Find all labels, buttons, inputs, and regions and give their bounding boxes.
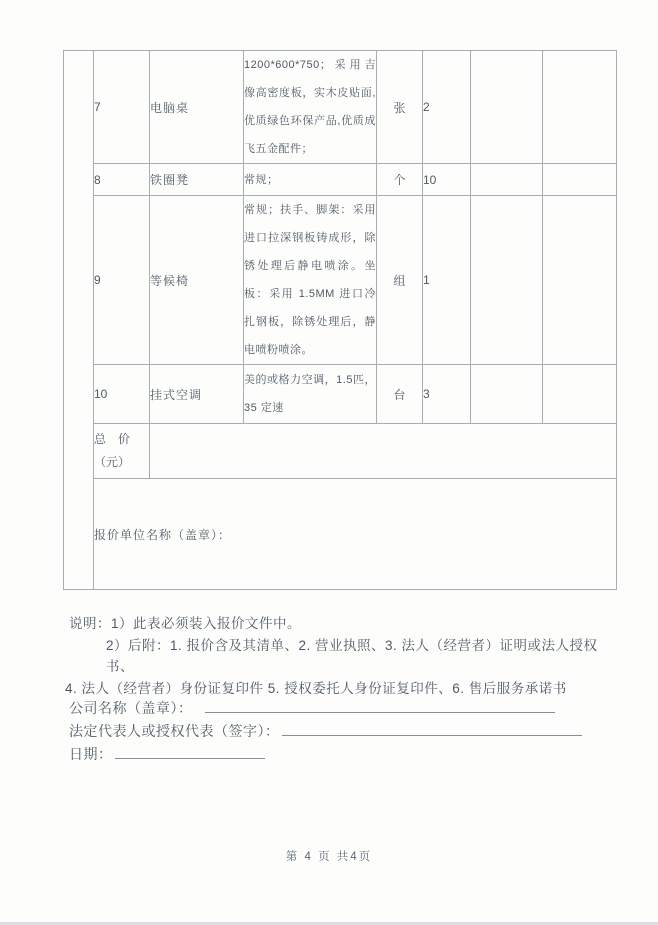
item-spec-cell xyxy=(244,196,377,365)
item-name-cell: 挂式空调 xyxy=(150,365,244,424)
date-signature-row xyxy=(69,744,582,767)
table-row-item-10 xyxy=(64,365,617,424)
item-spec-cell xyxy=(244,51,377,164)
item-no-cell: 10 xyxy=(94,365,150,424)
item-amount-cell xyxy=(543,51,617,164)
item-unit-price-cell xyxy=(471,51,543,164)
company-name-underline xyxy=(205,700,555,713)
table-row-item-7 xyxy=(64,51,617,164)
item-unit-cell: 台 xyxy=(377,365,423,424)
item-spec-cell xyxy=(244,164,377,196)
item-unit-price-cell xyxy=(471,365,543,424)
item-spec-text: 常规； xyxy=(244,173,279,186)
table-row-item-9 xyxy=(64,196,617,365)
company-name-signature-row xyxy=(69,698,582,721)
item-name-cell: 电脑桌 xyxy=(150,51,244,164)
item-no-cell: 7 xyxy=(94,51,150,164)
note-line-2: 2）后附：1. 报价含及其清单、2. 营业执照、3. 法人（经营者）证明或法人授权书、 xyxy=(106,637,598,674)
item-unit-cell: 张 xyxy=(377,51,423,164)
item-amount-cell xyxy=(543,365,617,424)
item-qty-cell: 10 xyxy=(423,164,471,196)
signature-block xyxy=(69,698,582,767)
notes-block xyxy=(65,613,614,699)
item-spec-text: 常规；扶手、脚架：采用进口拉深钢板铸成形，除锈处理后静电喷涂。坐板：采用 1.5MM 进口冷扎钢板，除锈处理后，静电喷粉喷涂。 xyxy=(244,204,376,356)
representative-signature-row xyxy=(69,721,582,744)
quotation-items-table xyxy=(63,50,617,590)
table-row-item-8 xyxy=(64,164,617,196)
item-unit-price-cell xyxy=(471,164,543,196)
representative-label: 法定代表人或授权代表（签字）： xyxy=(69,723,280,739)
item-no-cell: 8 xyxy=(94,164,150,196)
page-number-footer: 第 4 页 共4页 xyxy=(285,851,373,863)
total-price-label-line1: 总 价 xyxy=(94,432,131,446)
item-unit-cell: 个 xyxy=(377,164,423,196)
item-qty-cell: 1 xyxy=(423,196,471,365)
representative-underline xyxy=(282,723,582,736)
item-unit-cell: 组 xyxy=(377,196,423,365)
item-spec-text: 美的或格力空调，1.5匹，35 定速 xyxy=(244,374,376,414)
item-spec-text: 1200*600*750；采用吉像高密度板，实木皮贴面,优质绿色环保产品,优质成飞五金配件； xyxy=(244,59,376,155)
table-row-quote-company xyxy=(64,479,617,590)
quote-company-seal-cell: 报价单位名称（盖章）： xyxy=(94,479,617,590)
item-qty-cell: 3 xyxy=(423,365,471,424)
note-line-1: 说明：1）此表必须装入报价文件中。 xyxy=(69,616,302,631)
total-price-value-cell xyxy=(150,424,617,479)
item-name-cell: 等候椅 xyxy=(150,196,244,365)
company-name-label: 公司名称（盖章）： xyxy=(69,700,193,716)
item-no-cell: 9 xyxy=(94,196,150,365)
item-amount-cell xyxy=(543,196,617,365)
item-name-cell: 铁圈凳 xyxy=(150,164,244,196)
table-outer-left-column xyxy=(64,51,94,590)
table-row-total-price xyxy=(64,424,617,479)
item-qty-cell: 2 xyxy=(423,51,471,164)
total-price-label-line2: （元） xyxy=(94,455,131,469)
item-amount-cell xyxy=(543,164,617,196)
item-spec-cell xyxy=(244,365,377,424)
date-underline xyxy=(115,746,265,759)
note-line-3: 4. 法人（经营者）身份证复印件 5. 授权委托人身份证复印件、6. 售后服务承诺书 xyxy=(65,680,567,696)
total-price-label xyxy=(94,424,150,479)
item-unit-price-cell xyxy=(471,196,543,365)
date-label: 日期： xyxy=(69,746,113,762)
